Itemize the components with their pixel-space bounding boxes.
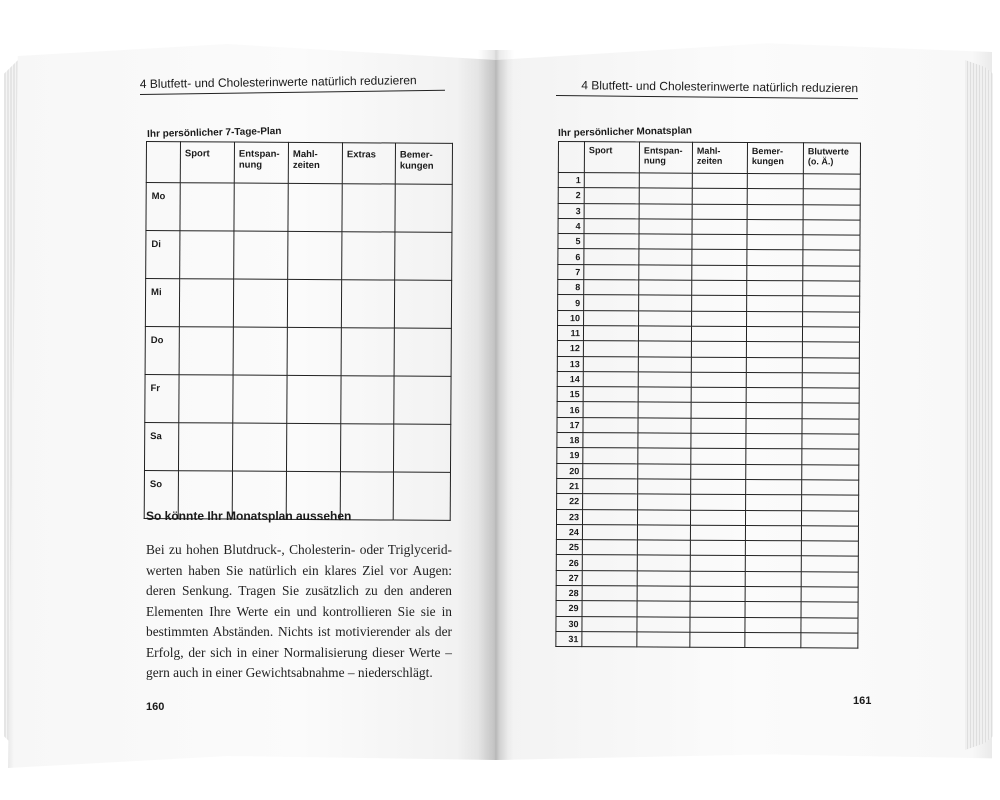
month-entry-cell [639, 219, 692, 235]
month-entry-cell [583, 448, 638, 464]
week-entry-cell [178, 423, 232, 471]
month-entry-cell [690, 632, 745, 648]
month-entry-cell [690, 571, 745, 587]
month-plan-table [555, 141, 861, 649]
week-row [145, 326, 451, 376]
month-row [558, 203, 860, 220]
month-row [557, 417, 859, 434]
month-entry-cell [691, 357, 746, 373]
month-day-number: 8 [558, 280, 584, 295]
month-day-number: 16 [557, 402, 583, 417]
month-entry-cell [692, 250, 747, 266]
month-entry-cell [747, 296, 803, 312]
month-day-number: 9 [558, 295, 584, 310]
month-day-number: 24 [556, 524, 582, 539]
month-entry-cell [801, 526, 858, 542]
month-entry-cell [583, 463, 638, 479]
month-entry-cell [690, 586, 745, 602]
month-header-cell: Entspan- nung [639, 142, 692, 173]
month-entry-cell [745, 602, 801, 618]
month-row [558, 218, 860, 235]
week-header-cell: Bemer- kungen [395, 143, 452, 184]
week-header-cell: Entspan- nung [234, 142, 288, 183]
month-entry-cell [692, 311, 747, 327]
month-entry-cell [746, 342, 802, 358]
month-day-number: 22 [557, 494, 583, 509]
month-entry-cell [745, 617, 801, 633]
month-entry-cell [747, 311, 803, 327]
month-entry-cell [638, 387, 691, 403]
week-day-label: Mo [146, 183, 180, 231]
month-row [557, 356, 859, 373]
month-row [558, 264, 860, 281]
month-entry-cell [803, 281, 860, 297]
month-entry-cell [802, 464, 859, 480]
month-entry-cell [802, 327, 859, 343]
month-entry-cell [583, 326, 638, 342]
month-header-cell: Mahl- zeiten [692, 142, 747, 173]
month-entry-cell [583, 494, 638, 510]
month-entry-cell [638, 479, 691, 495]
month-entry-cell [691, 387, 746, 403]
month-plan-title: Ihr persönlicher Monatsplan [558, 125, 693, 139]
week-row [146, 231, 452, 281]
month-entry-cell [747, 173, 803, 189]
month-entry-cell [690, 556, 745, 572]
month-table-header-row [558, 142, 860, 175]
month-entry-cell [801, 587, 858, 603]
week-header-cell: Sport [180, 142, 234, 183]
month-entry-cell [583, 387, 638, 403]
month-entry-cell [747, 250, 803, 266]
month-entry-cell [691, 403, 746, 419]
month-table-body [556, 173, 860, 649]
month-day-number: 28 [556, 586, 582, 601]
month-entry-cell [691, 464, 746, 480]
month-row [556, 601, 858, 618]
week-entry-cell [180, 231, 234, 279]
month-day-number: 10 [558, 310, 584, 325]
month-header-cell [558, 142, 584, 173]
month-entry-cell [584, 249, 639, 265]
month-entry-cell [583, 356, 638, 372]
week-entry-cell [340, 424, 393, 472]
week-entry-cell [179, 375, 233, 423]
month-entry-cell [584, 219, 639, 235]
month-entry-cell [582, 586, 637, 602]
month-entry-cell [639, 204, 692, 220]
month-row [556, 570, 858, 587]
month-entry-cell [583, 402, 638, 418]
week-entry-cell [287, 327, 341, 375]
month-entry-cell [746, 418, 802, 434]
week-entry-cell [287, 279, 341, 327]
month-entry-cell [637, 617, 690, 633]
month-entry-cell [801, 617, 858, 633]
month-row [557, 448, 859, 465]
month-row [557, 463, 859, 480]
month-row [558, 295, 860, 312]
week-header-cell: Mahl- zeiten [288, 142, 342, 183]
month-entry-cell [637, 601, 690, 617]
month-day-number: 3 [558, 203, 584, 218]
month-entry-cell [802, 480, 859, 496]
month-entry-cell [745, 632, 801, 648]
month-entry-cell [690, 525, 745, 541]
month-entry-cell [582, 509, 637, 525]
month-entry-cell [802, 388, 859, 404]
month-entry-cell [746, 495, 802, 511]
month-header-cell: Bemer- kungen [747, 142, 803, 173]
month-entry-cell [802, 403, 859, 419]
month-entry-cell [692, 173, 747, 189]
month-entry-cell [747, 219, 803, 235]
month-entry-cell [584, 310, 639, 326]
month-day-number: 26 [556, 555, 582, 570]
month-day-number: 31 [556, 631, 582, 646]
month-day-number: 21 [557, 478, 583, 493]
month-entry-cell [801, 510, 858, 526]
month-entry-cell [802, 357, 859, 373]
body-line: Erfolg, der sich in einer Normalisierung dieser Werte – [146, 644, 452, 660]
month-row [557, 341, 859, 358]
month-row [556, 540, 858, 557]
month-entry-cell [746, 434, 802, 450]
month-entry-cell [639, 188, 692, 204]
month-row [558, 280, 860, 297]
week-entry-cell [180, 183, 234, 231]
month-entry-cell [637, 540, 690, 556]
month-entry-cell [746, 388, 802, 404]
month-entry-cell [584, 264, 639, 280]
month-entry-cell [638, 341, 691, 357]
month-entry-cell [747, 235, 803, 251]
month-entry-cell [638, 464, 691, 480]
month-entry-cell [745, 541, 801, 557]
week-entry-cell [394, 376, 451, 424]
month-entry-cell [691, 449, 746, 465]
week-entry-cell [395, 184, 452, 232]
month-entry-cell [745, 556, 801, 572]
month-entry-cell [692, 280, 747, 296]
month-entry-cell [692, 234, 747, 250]
month-entry-cell [691, 479, 746, 495]
month-entry-cell [746, 357, 802, 373]
week-day-label: So [144, 470, 178, 518]
month-entry-cell [803, 235, 860, 251]
month-entry-cell [637, 571, 690, 587]
month-entry-cell [746, 326, 802, 342]
month-day-number: 23 [556, 509, 582, 524]
month-entry-cell [692, 204, 747, 220]
month-entry-cell [692, 296, 747, 312]
month-entry-cell [638, 402, 691, 418]
week-entry-cell [341, 280, 394, 328]
week-row [144, 422, 450, 472]
body-line: bestimmten Abständen. Nichts ist motivierender als der [146, 624, 452, 639]
month-entry-cell [692, 265, 747, 281]
week-header-cell: Extras [342, 143, 395, 184]
week-entry-cell [394, 328, 451, 376]
month-entry-cell [691, 372, 746, 388]
month-entry-cell [584, 295, 639, 311]
month-entry-cell [746, 479, 802, 495]
week-day-label: Di [146, 231, 180, 279]
month-entry-cell [803, 250, 860, 266]
month-entry-cell [582, 524, 637, 540]
month-entry-cell [638, 448, 691, 464]
month-day-number: 13 [557, 356, 583, 371]
week-entry-cell [287, 375, 341, 423]
month-entry-cell [583, 433, 638, 449]
month-row [556, 631, 858, 648]
month-entry-cell [639, 234, 692, 250]
month-day-number: 29 [556, 601, 582, 616]
week-entry-cell [233, 327, 287, 375]
month-entry-cell [802, 373, 859, 389]
month-entry-cell [582, 616, 637, 632]
month-entry-cell [583, 341, 638, 357]
month-row [556, 616, 858, 633]
month-entry-cell [801, 633, 858, 649]
month-entry-cell [639, 311, 692, 327]
week-entry-cell [233, 375, 287, 423]
month-row [557, 478, 859, 495]
month-day-number: 4 [558, 218, 584, 233]
section-heading: So könnte Ihr Monatsplan aussehen [146, 509, 352, 523]
month-entry-cell [637, 525, 690, 541]
month-day-number: 19 [557, 448, 583, 463]
week-entry-cell [233, 279, 287, 327]
month-entry-cell [802, 419, 859, 435]
week-row [145, 279, 451, 329]
month-entry-cell [802, 434, 859, 450]
month-entry-cell [801, 556, 858, 572]
month-row [557, 433, 859, 450]
week-plan-title: Ihr persönlicher 7-Tage-Plan [147, 125, 282, 140]
month-entry-cell [584, 234, 639, 250]
month-entry-cell [691, 418, 746, 434]
month-entry-cell [637, 509, 690, 525]
week-table-header-row [146, 142, 452, 185]
week-entry-cell [342, 184, 395, 232]
month-day-number: 14 [557, 371, 583, 386]
month-row [557, 494, 859, 511]
page-stack-right-edge [965, 60, 993, 750]
body-paragraph [146, 540, 452, 684]
month-entry-cell [637, 586, 690, 602]
month-row [558, 249, 860, 266]
month-entry-cell [582, 632, 637, 648]
month-entry-cell [691, 341, 746, 357]
body-line: gern auch in einer Gewichtsabnahme – niederschlägt. [146, 665, 433, 680]
week-entry-cell [288, 183, 342, 231]
month-entry-cell [691, 433, 746, 449]
month-entry-cell [803, 266, 860, 282]
body-line: werten haben Sie natürlich ein klares Ziel vor Augen: [146, 562, 452, 578]
month-entry-cell [803, 189, 860, 205]
week-day-label: Sa [144, 422, 178, 470]
body-line: deren Senkung. Tragen Sie zusätzlich zu den anderen [146, 583, 452, 598]
month-entry-cell [801, 602, 858, 618]
month-row [557, 325, 859, 342]
month-entry-cell [584, 203, 639, 219]
week-entry-cell [394, 280, 451, 328]
month-entry-cell [583, 479, 638, 495]
month-entry-cell [803, 220, 860, 236]
month-entry-cell [638, 494, 691, 510]
month-entry-cell [638, 356, 691, 372]
month-row [556, 524, 858, 541]
month-row [556, 509, 858, 526]
month-entry-cell [638, 418, 691, 434]
month-entry-cell [802, 495, 859, 511]
body-line: Bei zu hohen Blutdruck-, Cholesterin- oder Triglycerid- [146, 542, 452, 557]
month-entry-cell [637, 555, 690, 571]
week-entry-cell [341, 376, 394, 424]
month-day-number: 7 [558, 264, 584, 279]
month-day-number: 1 [558, 173, 584, 188]
body-line: Elementen Ihre Werte ein und kontrollieren Sie sie in [146, 603, 452, 619]
week-row [146, 183, 452, 233]
month-entry-cell [639, 173, 692, 189]
month-header-cell: Sport [584, 142, 639, 173]
month-entry-cell [584, 280, 639, 296]
month-row [557, 371, 859, 388]
month-entry-cell [638, 326, 691, 342]
month-entry-cell [747, 265, 803, 281]
month-entry-cell [638, 433, 691, 449]
month-entry-cell [745, 525, 801, 541]
week-header-cell [146, 142, 180, 183]
month-entry-cell [747, 204, 803, 220]
month-day-number: 25 [556, 540, 582, 555]
week-row [145, 374, 451, 424]
month-entry-cell [582, 540, 637, 556]
month-entry-cell [747, 189, 803, 205]
week-entry-cell [288, 231, 342, 279]
week-entry-cell [395, 232, 452, 280]
week-plan-table [144, 141, 453, 521]
month-day-number: 2 [558, 188, 584, 203]
month-day-number: 18 [557, 433, 583, 448]
month-row [557, 387, 859, 404]
month-entry-cell [746, 372, 802, 388]
month-day-number: 17 [557, 417, 583, 432]
month-day-number: 27 [556, 570, 582, 585]
month-entry-cell [692, 189, 747, 205]
month-day-number: 15 [557, 387, 583, 402]
month-row [558, 234, 860, 251]
week-entry-cell [342, 232, 395, 280]
month-day-number: 11 [557, 325, 583, 340]
month-entry-cell [802, 449, 859, 465]
week-entry-cell [179, 327, 233, 375]
month-entry-cell [803, 174, 860, 190]
month-entry-cell [637, 632, 690, 648]
month-entry-cell [584, 188, 639, 204]
month-entry-cell [803, 296, 860, 312]
month-entry-cell [582, 570, 637, 586]
month-entry-cell [583, 371, 638, 387]
month-entry-cell [746, 449, 802, 465]
month-entry-cell [691, 326, 746, 342]
page-number-left: 160 [146, 701, 165, 713]
week-entry-cell [232, 423, 286, 471]
month-day-number: 5 [558, 234, 584, 249]
running-head-right: 4 Blutfett- und Cholesterinwerte natürlich reduzieren [556, 78, 858, 99]
week-entry-cell [234, 231, 288, 279]
month-row [556, 555, 858, 572]
week-entry-cell [393, 472, 450, 520]
month-entry-cell [583, 417, 638, 433]
month-row [558, 188, 860, 205]
month-entry-cell [692, 219, 747, 235]
month-entry-cell [639, 265, 692, 281]
week-entry-cell [341, 328, 394, 376]
month-entry-cell [745, 587, 801, 603]
month-entry-cell [745, 571, 801, 587]
month-entry-cell [747, 281, 803, 297]
week-entry-cell [393, 424, 450, 472]
month-entry-cell [690, 510, 745, 526]
month-entry-cell [803, 204, 860, 220]
month-entry-cell [746, 464, 802, 480]
month-entry-cell [802, 342, 859, 358]
month-row [558, 173, 860, 190]
month-entry-cell [582, 555, 637, 571]
month-entry-cell [801, 541, 858, 557]
week-table-body [144, 183, 452, 521]
week-day-label: Mi [145, 279, 179, 327]
month-entry-cell [582, 601, 637, 617]
month-row [558, 310, 860, 327]
month-entry-cell [690, 617, 745, 633]
running-head-left: 4 Blutfett- und Cholesterinwerte natürlich reduzieren [140, 73, 445, 95]
week-day-label: Do [145, 326, 179, 374]
week-day-label: Fr [145, 374, 179, 422]
month-row [556, 586, 858, 603]
month-day-number: 6 [558, 249, 584, 264]
month-entry-cell [803, 311, 860, 327]
week-entry-cell [286, 423, 340, 471]
month-entry-cell [690, 540, 745, 556]
month-header-cell: Blutwerte (o. Ä.) [803, 143, 860, 174]
week-entry-cell [234, 183, 288, 231]
month-entry-cell [746, 403, 802, 419]
month-entry-cell [691, 494, 746, 510]
month-day-number: 20 [557, 463, 583, 478]
month-entry-cell [638, 372, 691, 388]
month-entry-cell [801, 571, 858, 587]
month-entry-cell [639, 249, 692, 265]
month-row [557, 402, 859, 419]
month-day-number: 30 [556, 616, 582, 631]
month-entry-cell [639, 295, 692, 311]
month-entry-cell [745, 510, 801, 526]
page-number-right: 161 [853, 695, 872, 707]
month-entry-cell [639, 280, 692, 296]
month-day-number: 12 [557, 341, 583, 356]
month-entry-cell [584, 173, 639, 189]
week-entry-cell [179, 279, 233, 327]
month-entry-cell [690, 602, 745, 618]
